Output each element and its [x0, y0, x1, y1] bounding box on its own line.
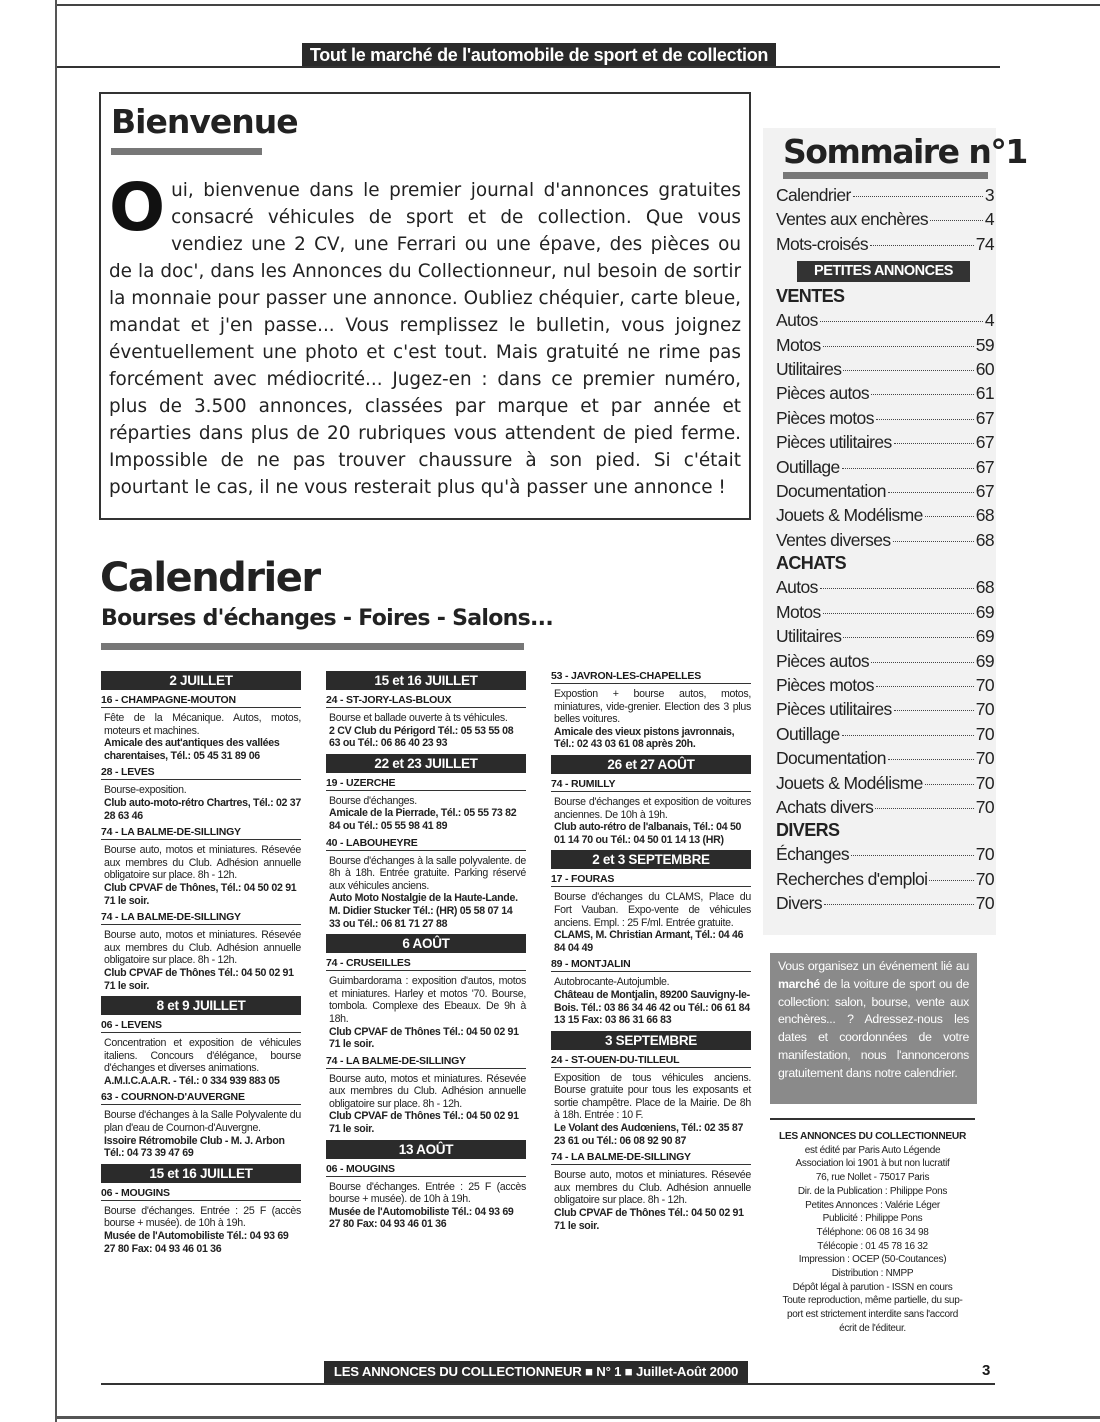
toc-page: 70	[975, 844, 994, 865]
event-body	[101, 840, 301, 907]
toc-page: 68	[975, 577, 994, 598]
toc-page: 67	[975, 407, 994, 428]
toc-leader	[871, 394, 974, 395]
credits-line: Télécopie : 01 45 78 16 32	[817, 1240, 928, 1252]
toc-page: 70	[975, 868, 994, 889]
sommaire-panel	[763, 128, 1027, 935]
toc-leader	[853, 196, 983, 197]
welcome-text	[109, 169, 741, 501]
toc-entry	[776, 479, 994, 503]
event-contact: Club auto-rétro de l'albanais, Tél.: 04 50 01 14 70 ou Tél.: 04 50 01 14 13 (HR)	[554, 821, 742, 846]
event-place: 17 - FOURAS	[551, 873, 751, 887]
toc-label: Utilitaires	[776, 359, 842, 380]
footer-banner: LES ANNONCES DU COLLECTIONNEUR ■ N° 1 ■ Juillet-Août 2000	[324, 1361, 748, 1383]
credits-line: Téléphone: 06 08 16 34 98	[816, 1226, 929, 1238]
sommaire-toc	[776, 183, 994, 916]
toc-leader	[893, 541, 974, 542]
toc-leader	[894, 710, 974, 711]
event-description: Concentration et exposition de véhicules italiens. Concours d'élégance, bourse d'échanges et diverses animations.	[104, 1037, 301, 1075]
event-body	[551, 972, 751, 1026]
event-place: 74 - CRUSEILLES	[326, 957, 526, 971]
credits-line: Toute reproduction, même partielle, du sup-	[782, 1295, 963, 1307]
event-contact: Amicale des vieux pistons javronnais, Tél.: 02 43 03 61 08 après 20h.	[554, 725, 735, 751]
toc-label: Outillage	[776, 456, 840, 477]
event-description: Bourse auto, motos et miniatures. Résevée aux membres du Club. Adhésion annuelle obligatoire sur place. 8h - 12h.	[104, 844, 301, 882]
toc-entry	[776, 333, 994, 357]
event-body	[326, 1177, 526, 1231]
toc-leader	[820, 321, 983, 322]
welcome-body: ui, bienvenue dans le premier journal d'annonces gratuites consacré véhicules de sport et de collection. Que vous vendiez une 2 CV, une Ferrari ou une épave, des pièces ou de la doc', dans les Annonces du Collectionneur, nul besoin de sortir la monnaie pour passer une annonce. Oubliez chéquier, carte bleue, mandat et j'en passe... Vous remplissez le bulletin, vous joignez éventuellement une photo et c'est tout. Mais gratuité ne rime pas forcément avec médiocrité... Jugez-en : dans ce premier numéro, plus de 3.500 annonces, classées par marque et par année et réparties dans plus de 20 rubriques vous attendent de pied ferme. Impossible de ne pas trouver chaussure à son pied. Si c'était pourtant le cas, il ne vous resterait plus qu'à passer une annonce !	[109, 180, 741, 498]
toc-section-title: DIVERS	[776, 820, 840, 841]
event-description: Bourse auto, motos et miniatures. Résevée aux membres du Club. Adhésion annuelle obligatoire sur place. 8h - 12h.	[329, 1072, 526, 1110]
event-place: 74 - LA BALME-DE-SILLINGY	[101, 911, 301, 925]
toc-entry	[776, 430, 994, 454]
event-item	[101, 911, 301, 992]
event-body	[551, 1165, 751, 1232]
event-description: Bourse d'échanges à la salle polyvalente. de 8h à 18h. Entrée gratuite. Parking réservé aux véhicules anciens.	[329, 854, 526, 892]
toc-label: Ventes diverses	[776, 529, 891, 550]
event-contact: Auto Moto Nostalgie de la Haute-Lande. M. Didier Stucker Tél.: (HR) 05 58 07 14 33 ou Tél.: 06 81 71 27 88	[329, 892, 518, 930]
toc-section-title: ACHATS	[776, 553, 847, 574]
toc-entry	[776, 183, 994, 207]
footer-rule	[101, 1383, 995, 1385]
event-place: 89 - MONTJALIN	[551, 958, 751, 972]
toc-label: Motos	[776, 601, 821, 622]
toc-label: Jouets & Modélisme	[776, 505, 923, 526]
toc-section-title: VENTES	[776, 286, 845, 307]
event-body	[101, 1105, 301, 1159]
event-place: 74 - LA BALME-DE-SILLINGY	[326, 1055, 526, 1069]
date-header: 8 et 9 JUILLET	[101, 996, 301, 1015]
event-item	[326, 1055, 526, 1136]
toc-entry	[776, 842, 994, 866]
event-body	[551, 1068, 751, 1148]
event-body	[101, 780, 301, 822]
toc-page: 69	[975, 650, 994, 671]
toc-page: 68	[975, 505, 994, 526]
page-frame-top	[55, 0, 1100, 6]
toc-label: Utilitaires	[776, 626, 842, 647]
toc-entry	[776, 503, 994, 527]
toc-leader	[875, 808, 973, 809]
toc-leader	[870, 245, 974, 246]
event-item	[326, 694, 526, 750]
credits-box	[770, 1118, 975, 1336]
toc-page: 4	[984, 310, 994, 331]
toc-leader	[823, 346, 974, 347]
toc-entry	[776, 867, 994, 891]
credits-line: port est strictement interdite sans l'accord	[786, 1309, 958, 1321]
toc-leader	[888, 759, 974, 760]
toc-label: Pièces utilitaires	[776, 699, 892, 720]
event-contact: Amicale des aut'antiques des vallées charentaises, Tél.: 05 45 31 89 06	[104, 737, 280, 762]
toc-label: Documentation	[776, 481, 886, 502]
event-description: Guimbardorama : exposition d'autos, motos et miniatures. Harley et motos '70. Bourse, tombola. Complexe des Ebeaux. De 9h à 18h.	[329, 975, 526, 1025]
toc-entry	[776, 649, 994, 673]
toc-leader	[843, 637, 973, 638]
event-contact: A.M.I.C.A.A.R. - Tél.: 0 334 939 883 05	[104, 1074, 280, 1087]
toc-label: Échanges	[776, 844, 850, 865]
toc-page: 70	[975, 723, 994, 744]
toc-leader	[824, 904, 974, 905]
toc-leader	[876, 686, 974, 687]
event-description: Exposition de tous véhicules anciens. Bourse gratuite pour tous les exposants et sortie champêtre. Place de la Mairie. De 8h à 18h. Entrée : 10 F.	[554, 1071, 751, 1122]
event-item	[551, 1054, 751, 1148]
calendar-column-1	[101, 670, 301, 1259]
date-header: 2 JUILLET	[101, 671, 301, 690]
event-item	[101, 694, 301, 762]
date-header: 6 AOÛT	[326, 934, 526, 953]
credits-line: Petites Annonces : Valérie Léger	[805, 1199, 940, 1211]
toc-label: Pièces motos	[776, 674, 874, 695]
toc-label: Outillage	[776, 723, 840, 744]
toc-leader	[842, 468, 974, 469]
toc-label: Mots-croisés	[776, 233, 868, 254]
event-contact: 2 CV Club du Périgord Tél.: 05 53 55 08 63 ou Tél.: 06 86 40 23 93	[329, 724, 514, 750]
promo-text-pre: Vous organisez un événement lié au	[778, 959, 969, 973]
event-contact: Musée de l'Automobiliste Tél.: 04 93 69 27 80 Fax: 04 93 46 01 36	[329, 1205, 514, 1231]
event-item	[326, 777, 526, 833]
date-header: 22 et 23 JUILLET	[326, 754, 526, 773]
toc-leader	[851, 855, 974, 856]
event-place: 06 - MOUGINS	[101, 1187, 301, 1201]
event-contact: Club CPVAF de Thônes Tél.: 04 50 02 91 71 le soir.	[104, 966, 294, 992]
event-description: Bourse d'échanges à la Salle Polyvalente du plan d'eau de Cournon-d'Auvergne.	[104, 1109, 301, 1135]
credits-line: Publicité : Philippe Pons	[822, 1213, 923, 1225]
toc-page: 69	[975, 626, 994, 647]
toc-label: Pièces autos	[776, 650, 869, 671]
toc-entry	[776, 891, 994, 915]
event-item	[101, 1019, 301, 1087]
event-body	[101, 1033, 301, 1087]
toc-label: Documentation	[776, 748, 886, 769]
event-body	[101, 708, 301, 762]
event-description: Bourse d'échanges du CLAMS, Place du Fort Vauban. Expo-vente de véhicules anciens. Empl. : 25 F/ml. Entrée gratuite.	[554, 891, 751, 929]
toc-entry	[776, 722, 994, 746]
welcome-title: Bienvenue	[111, 102, 298, 141]
event-item	[101, 1187, 301, 1255]
date-header: 3 SEPTEMBRE	[551, 1031, 751, 1050]
event-contact: CLAMS, M. Christian Armant, Tél.: 04 46 84 04 49	[554, 929, 744, 954]
toc-entry	[776, 528, 994, 552]
welcome-box	[99, 92, 751, 520]
toc-entry	[776, 624, 994, 648]
toc-label: Pièces utilitaires	[776, 432, 892, 453]
date-header: 15 et 16 JUILLET	[101, 1164, 301, 1183]
toc-entry	[776, 673, 994, 697]
toc-label: Calendrier	[776, 185, 851, 205]
toc-label: Autos	[776, 310, 818, 331]
event-body	[551, 792, 751, 846]
event-contact: Le Volant des Audœniens, Tél.: 02 35 87 23 61 ou Tél.: 06 08 92 90 87	[554, 1122, 744, 1147]
credits-line: Association loi 1901 à but non lucratif	[795, 1158, 950, 1170]
toc-page: 67	[975, 456, 994, 477]
toc-leader	[871, 662, 974, 663]
credits-line: Dépôt légal à parution - ISSN en cours	[792, 1281, 953, 1293]
toc-leader	[929, 880, 973, 881]
event-place: 74 - LA BALME-DE-SILLINGY	[101, 826, 301, 840]
toc-page: 67	[975, 432, 994, 453]
header-rule	[57, 66, 1000, 68]
toc-label: Achats divers	[776, 796, 874, 817]
event-body	[326, 971, 526, 1051]
toc-page: 61	[975, 383, 994, 404]
toc-entry	[776, 381, 994, 405]
toc-label: Pièces autos	[776, 383, 869, 404]
event-body	[326, 791, 526, 833]
toc-leader	[843, 370, 973, 371]
welcome-dropcap: O	[109, 169, 166, 246]
credits-line: est édité par Paris Auto Légende	[804, 1144, 941, 1156]
toc-page: 70	[975, 796, 994, 817]
toc-page: 74	[975, 233, 994, 254]
toc-label: Ventes aux enchères	[776, 209, 929, 230]
toc-page: 59	[975, 334, 994, 355]
calendar-rule	[101, 643, 524, 650]
toc-entry	[776, 455, 994, 479]
event-item	[551, 778, 751, 846]
event-item	[326, 957, 526, 1051]
event-body	[326, 1069, 526, 1136]
toc-entry	[776, 232, 994, 256]
page-frame-bottom	[55, 1416, 1100, 1419]
event-contact: Musée de l'Automobiliste Tél.: 04 93 69 27 80 Fax: 04 93 46 01 36	[104, 1230, 289, 1255]
toc-page: 70	[975, 772, 994, 793]
event-place: 19 - UZERCHE	[326, 777, 526, 791]
credits-line: écrit de l'éditeur.	[839, 1322, 906, 1334]
event-description: Bourse-exposition.	[104, 784, 187, 797]
toc-page: 60	[975, 359, 994, 380]
toc-leader	[876, 419, 974, 420]
event-place: 06 - LEVENS	[101, 1019, 301, 1033]
promo-text-post: de la voiture de sport ou de collection: salon, bourse, vente aux enchères... ? Adressez-nous les dates et coordonnées de votre manifestation, nous l'annoncerons gratuitement dans notre calendrier.	[778, 976, 969, 1080]
toc-page: 67	[975, 481, 994, 502]
toc-label: Motos	[776, 334, 821, 355]
event-description: Fête de la Mécanique. Autos, motos, moteurs et machines.	[104, 712, 301, 737]
toc-entry	[776, 357, 994, 381]
event-place: 74 - RUMILLY	[551, 778, 751, 792]
sommaire-rule	[783, 172, 988, 179]
event-description: Bourse d'échanges. Entrée : 25 F (accès bourse + musée). de 10h à 19h.	[104, 1204, 301, 1230]
event-description: Bourse d'échanges.	[329, 794, 417, 807]
toc-leader	[888, 492, 974, 493]
toc-page: 69	[975, 601, 994, 622]
event-contact: Club CPVAF de Thônes Tél.: 04 50 02 91 71 le soir.	[329, 1110, 519, 1136]
toc-label: Divers	[776, 893, 822, 914]
toc-label: Autos	[776, 577, 818, 598]
event-item	[551, 670, 751, 751]
toc-page: 70	[975, 893, 994, 914]
petites-annonces-header: PETITES ANNONCES	[797, 261, 970, 282]
event-description: Bourse d'échanges et exposition de voitures anciennes. De 10h à 19h.	[554, 795, 751, 821]
toc-label: Recherches d'emploi	[776, 868, 928, 889]
toc-entry	[776, 697, 994, 721]
toc-page: 70	[975, 699, 994, 720]
date-header: 2 et 3 SEPTEMBRE	[551, 850, 751, 869]
event-place: 06 - MOUGINS	[326, 1163, 526, 1177]
event-item	[551, 873, 751, 954]
event-place: 24 - ST-JORY-LAS-BLOUX	[326, 694, 526, 708]
date-header: 13 AOÛT	[326, 1140, 526, 1159]
event-place: 63 - COURNON-D'AUVERGNE	[101, 1091, 301, 1105]
toc-entry	[776, 600, 994, 624]
toc-leader	[894, 443, 974, 444]
credits-line: Impression : OCEP (50-Coutances)	[798, 1254, 947, 1266]
credits-line: Distribution : NMPP	[831, 1268, 914, 1280]
event-contact: Château de Montjalin, 89200 Sauvigny-le-Bois. Tél.: 03 86 34 46 42 ou Tél.: 06 61 84 13 15 Fax: 03 86 31 66 83	[554, 988, 750, 1027]
toc-page: 70	[975, 674, 994, 695]
toc-label: Jouets & Modélisme	[776, 772, 923, 793]
toc-entry	[776, 771, 994, 795]
event-item	[101, 766, 301, 822]
event-item	[101, 1091, 301, 1159]
toc-page: 70	[975, 748, 994, 769]
event-place: 40 - LABOUHEYRE	[326, 837, 526, 851]
page-number: 3	[982, 1362, 991, 1379]
toc-entry	[776, 207, 994, 231]
toc-leader	[842, 735, 974, 736]
toc-leader	[925, 516, 974, 517]
event-item	[326, 1163, 526, 1231]
toc-label: Pièces motos	[776, 407, 874, 428]
event-body	[326, 708, 526, 750]
date-header: 15 et 16 JUILLET	[326, 671, 526, 690]
calendar-subtitle: Bourses d'échanges - Foires - Salons...	[101, 606, 553, 631]
credits-title: LES ANNONCES DU COLLECTIONNEUR	[778, 1131, 967, 1142]
event-description: Bourse et ballade ouverte à ts véhicules.	[329, 712, 508, 724]
event-item	[551, 1151, 751, 1232]
event-contact: Issoire Rétromobile Club - M. J. Arbon Tél.: 04 73 39 47 69	[104, 1134, 285, 1160]
event-description: Bourse auto, motos et miniatures. Résevée aux membres du Club. Adhésion annuelle obligatoire sur place. 8h - 12h.	[104, 929, 301, 967]
event-item	[326, 837, 526, 931]
event-place: 24 - ST-OUEN-DU-TILLEUL	[551, 1054, 751, 1068]
toc-page: 4	[984, 209, 994, 230]
event-description: Bourse auto, motos et miniatures. Résevée aux membres du Club. Adhésion annuelle obligatoire sur place. 8h - 12h.	[554, 1169, 751, 1207]
toc-entry	[776, 795, 994, 819]
event-place: 28 - LEVES	[101, 766, 301, 780]
toc-leader	[823, 613, 974, 614]
header-banner: Tout le marché de l'automobile de sport et de collection	[302, 43, 776, 67]
event-contact: Club CPVAF de Thônes Tél.: 04 50 02 91 71 le soir.	[329, 1025, 519, 1051]
event-description: Bourse d'échanges. Entrée : 25 F (accès bourse + musée). de 10h à 19h.	[329, 1180, 526, 1206]
event-place: 16 - CHAMPAGNE-MOUTON	[101, 694, 301, 708]
event-place: 74 - LA BALME-DE-SILLINGY	[551, 1151, 751, 1165]
event-body	[551, 887, 751, 954]
page-frame-left	[55, 0, 57, 1422]
event-contact: Club CPVAF de Thônes, Tél.: 04 50 02 91 71 le soir.	[104, 881, 297, 907]
calendar-column-2	[326, 670, 526, 1235]
event-contact: Club auto-moto-rétro Chartres, Tél.: 02 37 28 63 46	[104, 796, 301, 822]
toc-entry	[776, 575, 994, 599]
toc-leader	[820, 588, 974, 589]
welcome-rule	[111, 148, 262, 155]
event-place: 53 - JAVRON-LES-CHAPELLES	[551, 670, 751, 684]
toc-entry	[776, 746, 994, 770]
toc-leader	[925, 784, 974, 785]
calendar-column-3	[551, 670, 751, 1236]
event-item	[551, 958, 751, 1026]
sommaire-title: Sommaire n°1	[783, 132, 1027, 171]
event-item	[101, 826, 301, 907]
toc-page: 68	[975, 529, 994, 550]
date-header: 26 et 27 AOÛT	[551, 755, 751, 774]
toc-entry	[776, 308, 994, 332]
event-contact: Club CPVAF de Thônes Tél.: 04 50 02 91 71 le soir.	[554, 1207, 744, 1232]
event-body	[326, 851, 526, 931]
event-description: Expostion + bourse autos, motos, miniatures, vide-grenier. Election des 3 plus belles voitures.	[554, 688, 751, 726]
event-body	[101, 925, 301, 992]
event-description: Autobrocante-Autojumble.	[554, 976, 670, 989]
credits-line: Dir. de la Publication : Philippe Pons	[797, 1185, 948, 1197]
toc-leader	[930, 220, 983, 221]
toc-entry	[776, 406, 994, 430]
event-body	[551, 684, 751, 751]
event-body	[101, 1201, 301, 1255]
credits-line: 76, rue Nollet - 75017 Paris	[815, 1172, 930, 1184]
toc-page: 3	[984, 185, 994, 205]
promo-box	[770, 953, 977, 1104]
event-contact: Amicale de la Pierrade, Tél.: 05 55 73 82 84 ou Tél.: 05 55 98 41 89	[329, 807, 517, 832]
promo-text-bold: marché	[778, 976, 820, 991]
calendar-title: Calendrier	[100, 555, 320, 601]
